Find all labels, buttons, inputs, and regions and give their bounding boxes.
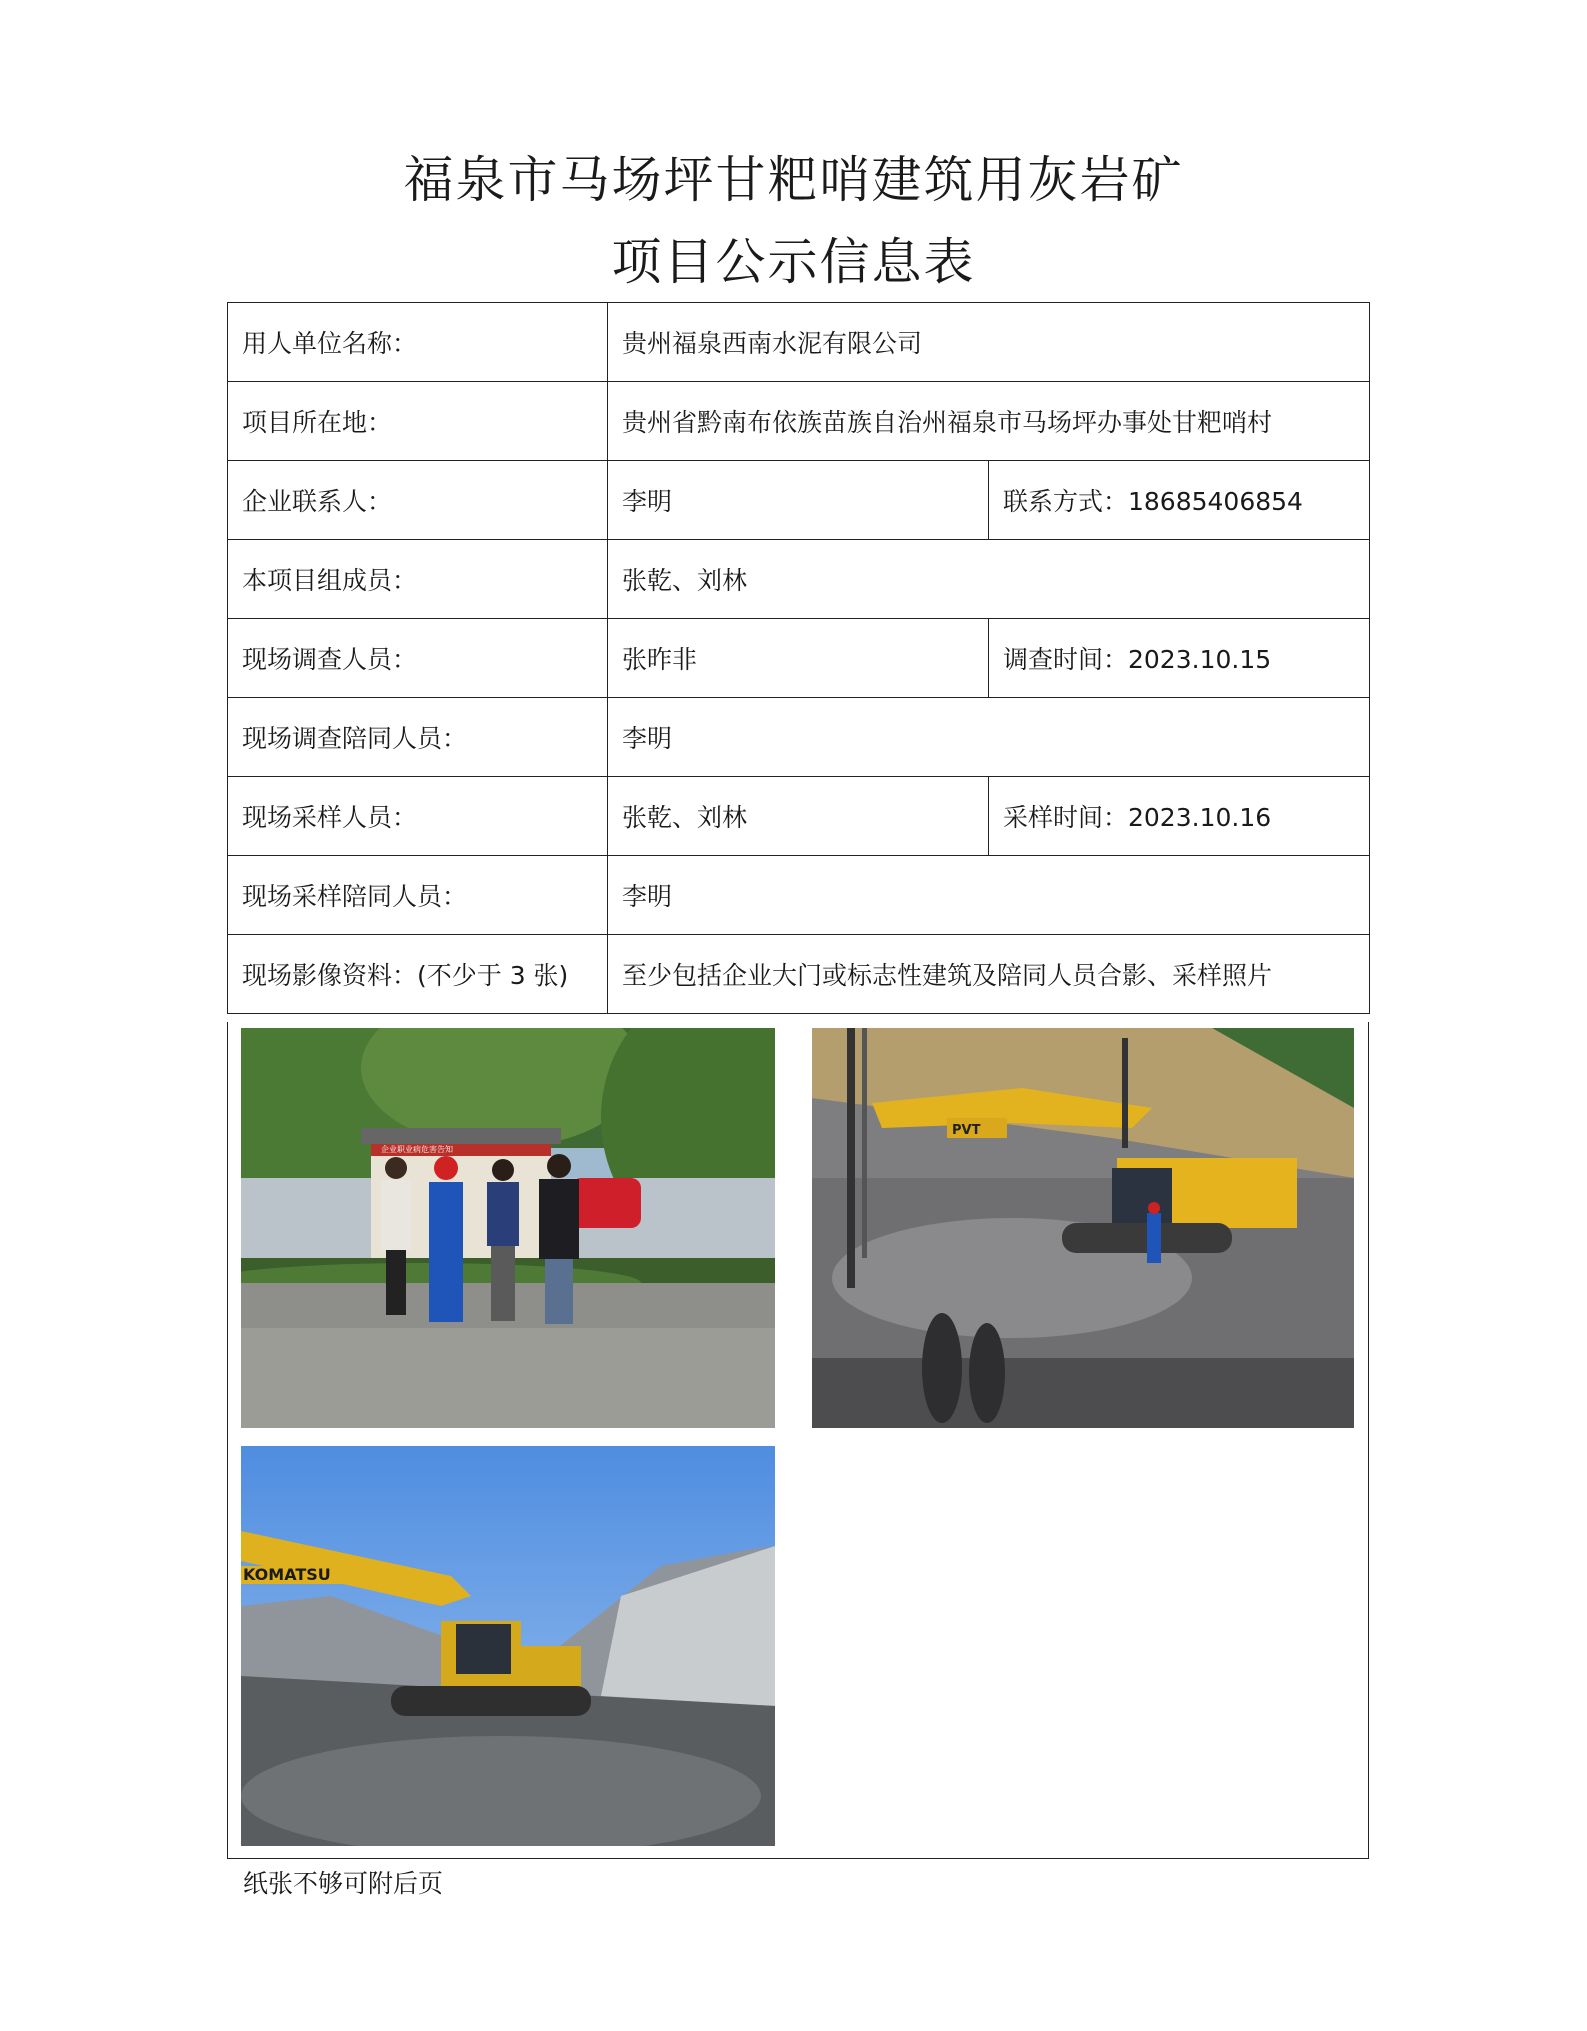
contact-label: 企业联系人： [228,461,608,540]
investigation-escort-label: 现场调查陪同人员： [228,698,608,777]
employer-label: 用人单位名称： [228,303,608,382]
table-row [228,777,1370,856]
photo-area [227,1022,1369,1859]
table-row [228,856,1370,935]
footnote: 纸张不够可附后页 [243,1869,444,1898]
photo-drilling-rig [812,1028,1354,1428]
table-row [228,303,1370,382]
investigation-escort-value: 李明 [608,698,1370,777]
contact-value: 李明 [608,461,989,540]
members-label: 本项目组成员： [228,540,608,619]
photo-group-at-sign [241,1028,775,1428]
contact-phone: 联系方式：18685406854 [989,461,1370,540]
investigator-value: 张昨非 [608,619,989,698]
sampling-escort-label: 现场采样陪同人员： [228,856,608,935]
investigator-label: 现场调查人员： [228,619,608,698]
sampler-value: 张乾、刘林 [608,777,989,856]
document-title-line1: 福泉市马场坪甘粑哨建筑用灰岩矿 [403,151,1184,209]
location-value: 贵州省黔南布依族苗族自治州福泉市马场坪办事处甘粑哨村 [608,382,1370,461]
table-row [228,382,1370,461]
table-row [228,461,1370,540]
sign-text: 企业职业病危害告知 [381,1145,453,1154]
table-row [228,619,1370,698]
images-value: 至少包括企业大门或标志性建筑及陪同人员合影、采样照片 [608,935,1370,1014]
table-row [228,698,1370,777]
sampling-escort-value: 李明 [608,856,1370,935]
rig-brand-text: PVT [952,1123,981,1138]
photo-excavator [241,1446,775,1846]
info-table [227,302,1370,1014]
sampling-time: 采样时间：2023.10.16 [989,777,1370,856]
sampler-label: 现场采样人员： [228,777,608,856]
table-row [228,540,1370,619]
excavator-brand-text: KOMATSU [243,1565,331,1584]
employer-value: 贵州福泉西南水泥有限公司 [608,303,1370,382]
location-label: 项目所在地： [228,382,608,461]
images-label: 现场影像资料：(不少于 3 张) [228,935,608,1014]
table-row [228,935,1370,1014]
members-value: 张乾、刘林 [608,540,1370,619]
document-title-line2: 项目公示信息表 [611,233,976,291]
investigation-time: 调查时间：2023.10.15 [989,619,1370,698]
